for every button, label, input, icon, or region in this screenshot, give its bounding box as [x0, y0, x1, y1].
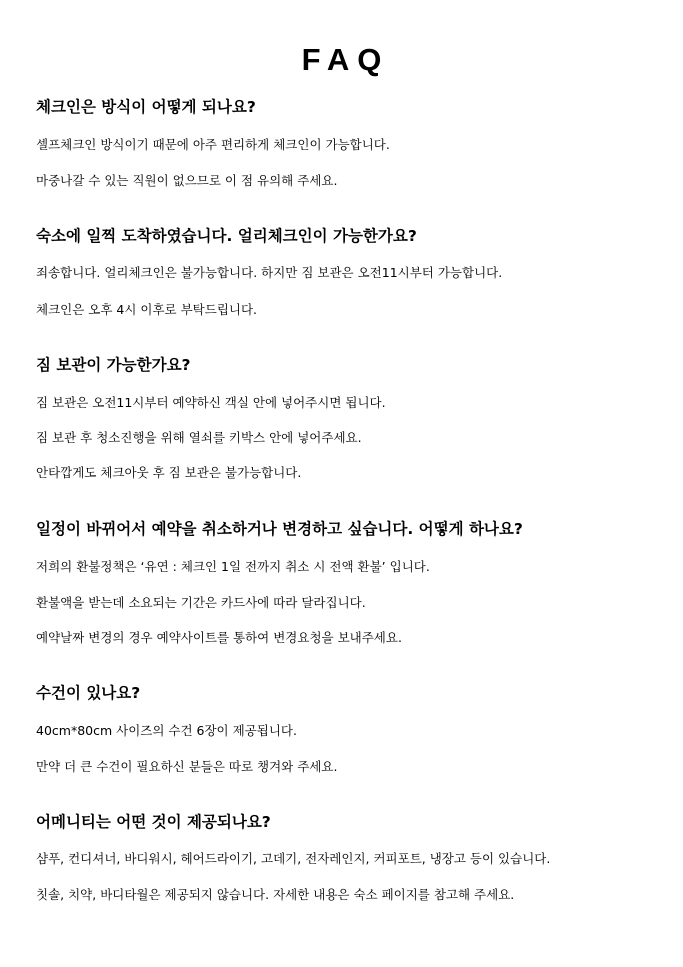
faq-question: 숙소에 일찍 도착하였습니다. 얼리체크인이 가능한가요? [36, 227, 417, 245]
faq-answer-line: 짐 보관 후 청소진행을 위해 열쇠를 키박스 안에 넣어주세요. [36, 430, 362, 445]
faq-answer-line: 40cm*80cm 사이즈의 수건 6장이 제공됩니다. [36, 723, 297, 738]
faq-answer-line: 셀프체크인 방식이기 때문에 아주 편리하게 체크인이 가능합니다. [36, 137, 390, 152]
faq-answer-line: 체크인은 오후 4시 이후로 부탁드립니다. [36, 302, 258, 317]
faq-answer-line: 안타깝게도 체크아웃 후 짐 보관은 불가능합니다. [36, 465, 302, 480]
faq-answer-line: 칫솔, 치약, 바디타월은 제공되지 않습니다. 자세한 내용은 숙소 페이지를 참고해 주세요. [36, 887, 515, 902]
faq-answer-line: 샴푸, 컨디셔너, 바디워시, 헤어드라이기, 고데기, 전자레인지, 커피포트, 냉장고 등이 있습니다. [36, 851, 551, 866]
faq-question: 어메니티는 어떤 것이 제공되나요? [36, 813, 271, 831]
faq-answer-line: 짐 보관은 오전11시부터 예약하신 객실 안에 넣어주시면 됩니다. [36, 395, 386, 410]
faq-question: 일정이 바뀌어서 예약을 취소하거나 변경하고 싶습니다. 어떻게 하나요? [36, 520, 523, 538]
faq-answer-line: 예약날짜 변경의 경우 예약사이트를 통하여 변경요청을 보내주세요. [36, 630, 402, 645]
faq-answer-line: 환불액을 받는데 소요되는 기간은 카드사에 따라 달라집니다. [36, 595, 366, 610]
page-title: FAQ [301, 42, 390, 77]
faq-answer-line: 마중나갈 수 있는 직원이 없으므로 이 점 유의해 주세요. [36, 173, 338, 188]
faq-answer-line: 죄송합니다. 얼리체크인은 불가능합니다. 하지만 짐 보관은 오전11시부터 가능합니다. [36, 265, 503, 280]
faq-answer-line: 저희의 환불정책은 ‘유연 : 체크인 1일 전까지 취소 시 전액 환불’ 입니다. [36, 559, 430, 574]
faq-answer-line: 만약 더 큰 수건이 필요하신 분들은 따로 챙겨와 주세요. [36, 759, 338, 774]
faq-question: 체크인은 방식이 어떻게 되나요? [36, 98, 256, 116]
faq-question: 짐 보관이 가능한가요? [36, 356, 191, 374]
faq-question: 수건이 있나요? [36, 684, 141, 702]
